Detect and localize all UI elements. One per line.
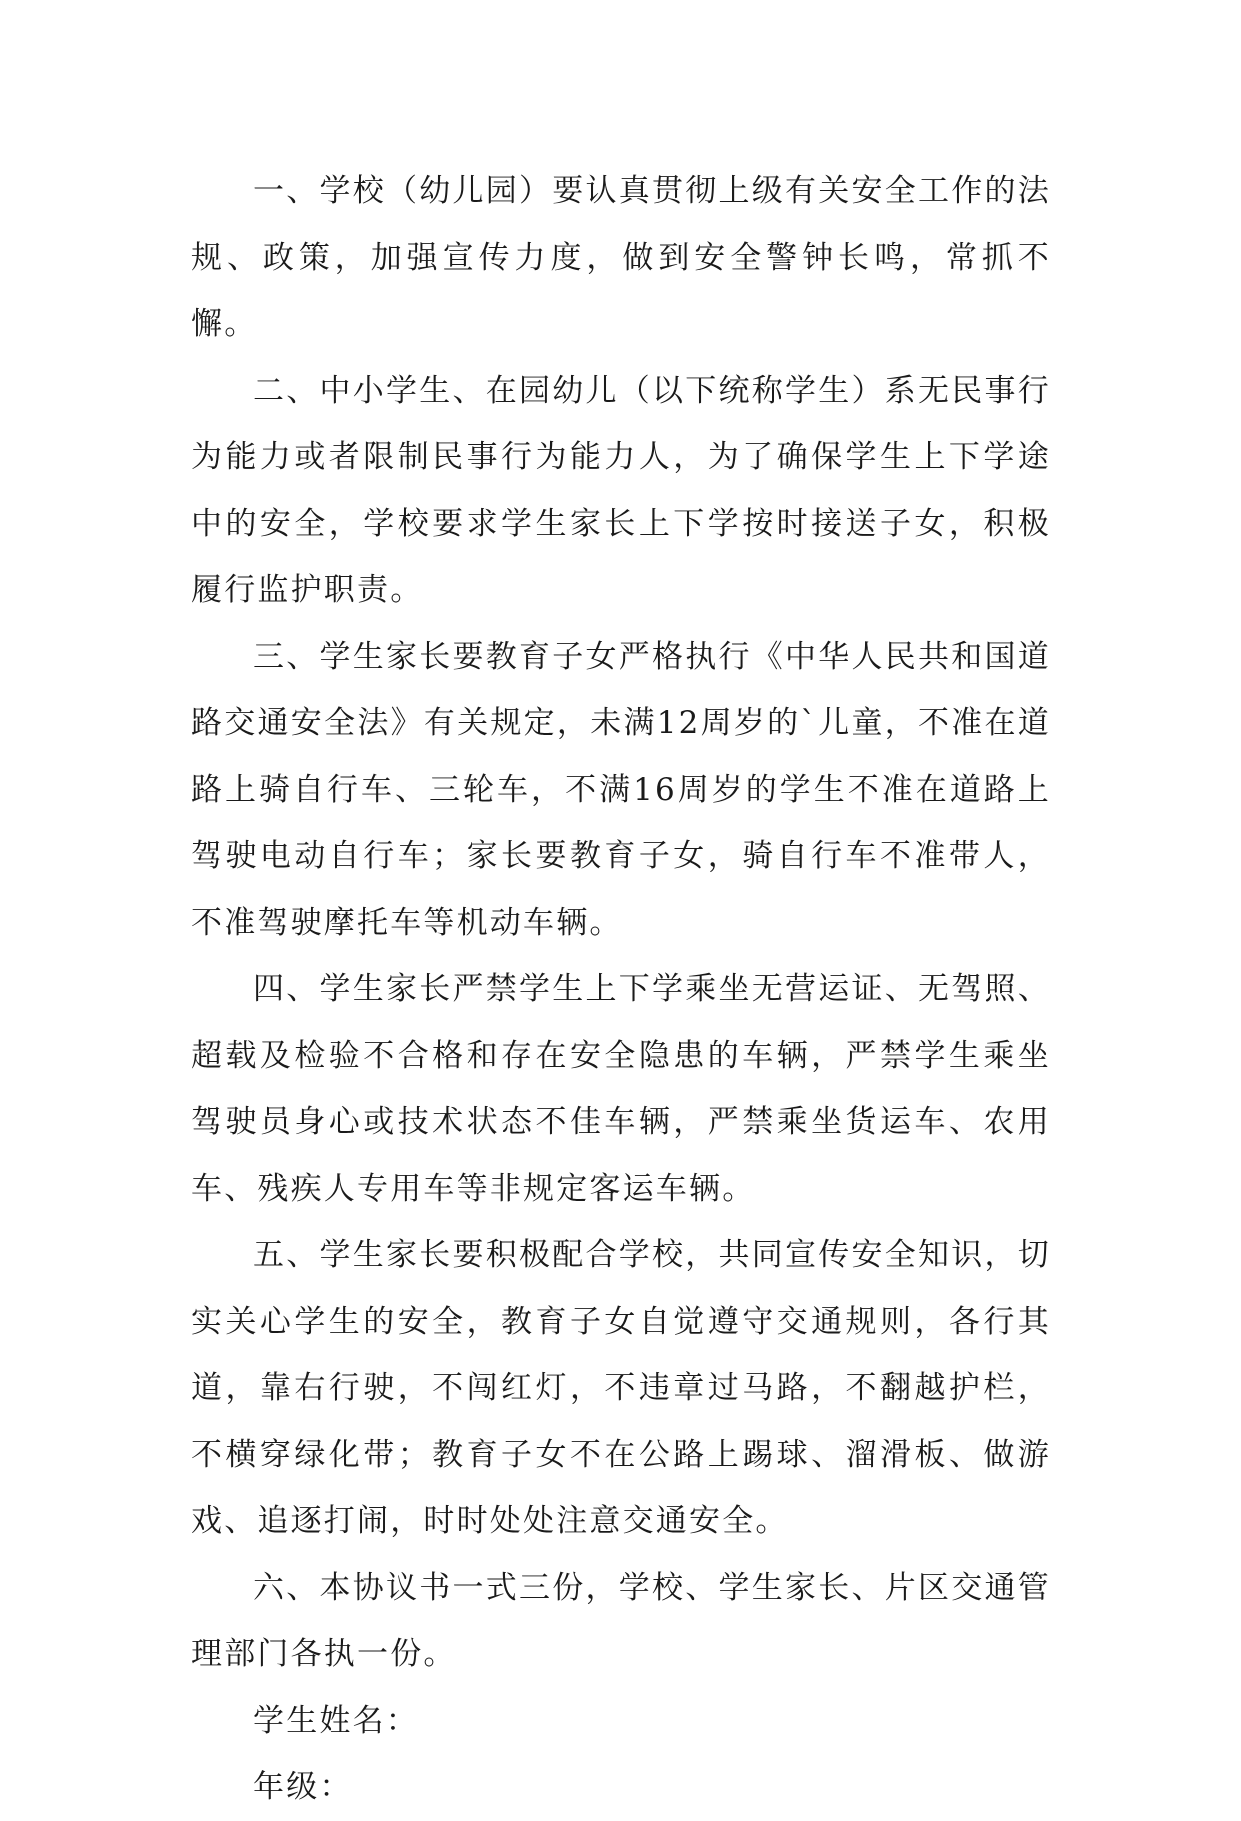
grade-field: 年级： (253, 1769, 353, 1805)
student-name-field: 学生姓名： (253, 1702, 419, 1739)
paragraph-traffic-law: 三、学生家长要教育子女严格执行《中华人民共和国道路交通安全法》有关规定，未满12周岁的`儿童，不准在道路上骑自行车、三轮车，不满16周岁的学生不准在道路上驾驶电动自行车；家长要教育子女，骑自行车不准带人，不准驾驶摩托车等机动车辆。 (191, 638, 1051, 941)
paragraph-vehicle-ban: 四、学生家长严禁学生上下学乘坐无营运证、无驾照、超载及检验不合格和存在安全隐患的车辆，严禁学生乘坐驾驶员身心或技术状态不佳车辆，严禁乘坐货运车、农用车、残疾人专用车等非规定客运车辆。 (191, 971, 1051, 1207)
paragraph-copies: 六、本协议书一式三份，学校、学生家长、片区交通管理部门各执一份。 (191, 1569, 1051, 1672)
paragraph-school-duty: 一、学校（幼儿园）要认真贯彻上级有关安全工作的法规、政策，加强宣传力度，做到安全警钟长鸣，常抓不懈。 (191, 173, 1051, 342)
document-body (191, 158, 1051, 1821)
paragraph-guardian-duty: 二、中小学生、在园幼儿（以下统称学生）系无民事行为能力或者限制民事行为能力人，为了确保学生上下学途中的安全，学校要求学生家长上下学按时接送子女，积极履行监护职责。 (191, 372, 1051, 608)
paragraph-safety-education: 五、学生家长要积极配合学校，共同宣传安全知识，切实关心学生的安全，教育子女自觉遵守交通规则，各行其道，靠右行驶，不闯红灯，不违章过马路，不翻越护栏，不横穿绿化带；教育子女不在公路上踢球、溜滑板、做游戏、追逐打闹，时时处处注意交通安全。 (191, 1237, 1051, 1539)
